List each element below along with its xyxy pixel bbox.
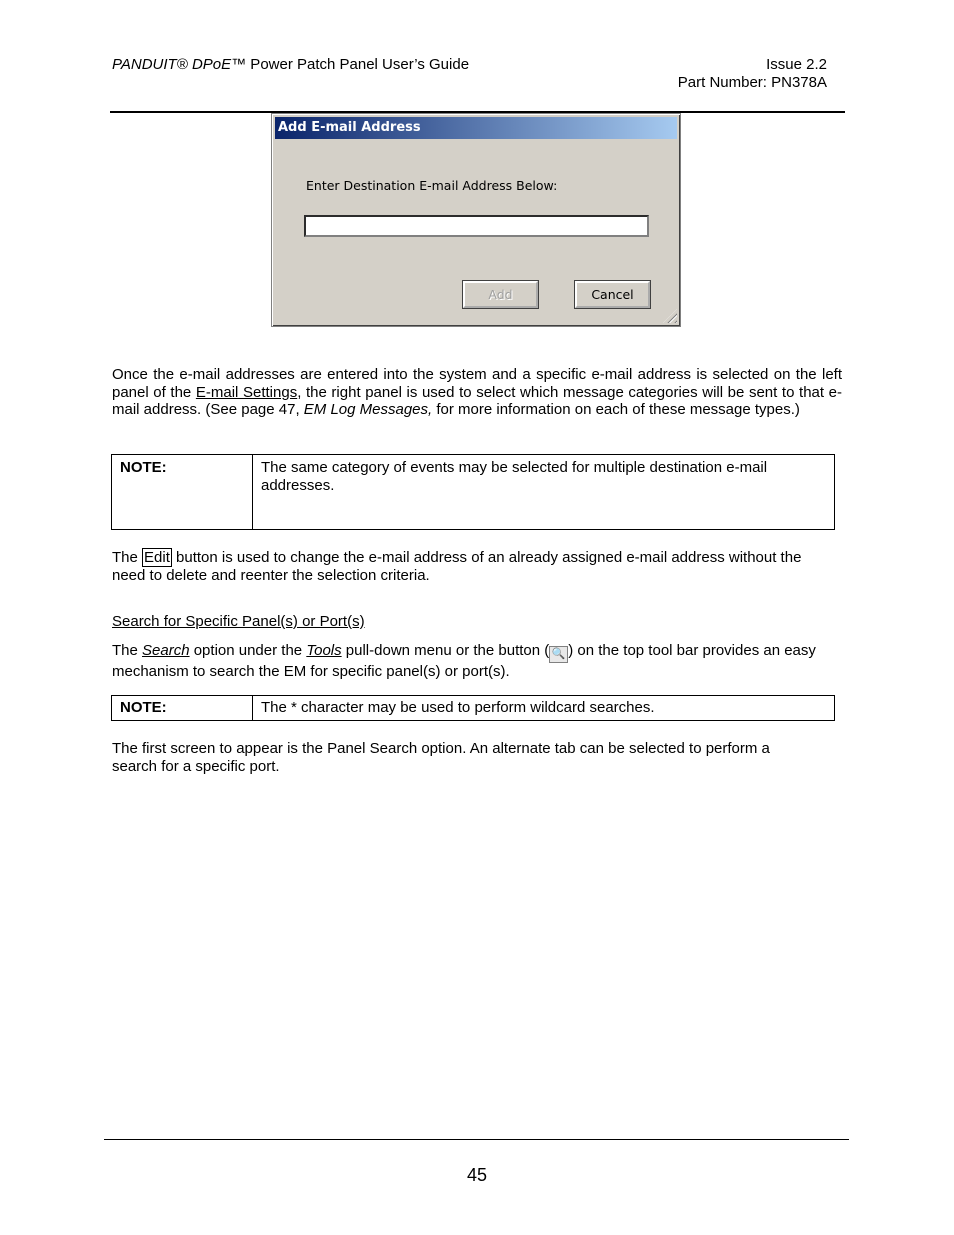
email-settings-link: E-mail Settings <box>195 383 298 401</box>
para1-text-1: Once the e-mail addresses are entered into the system and a specific e-mail address is selected on the left panel of the <box>112 366 842 401</box>
header-meta <box>678 56 827 92</box>
tools-menu-ref: Tools <box>306 642 342 659</box>
resize-grip-icon[interactable] <box>663 309 677 323</box>
dialog-prompt-label: Enter Destination E-mail Address Below: <box>306 178 558 193</box>
note-label: NOTE: <box>112 696 253 721</box>
note-table-2 <box>111 695 835 721</box>
header-part-number: Part Number: PN378A <box>677 74 827 91</box>
cancel-button[interactable]: Cancel <box>575 281 650 308</box>
para3-text-2: option under the <box>189 642 307 659</box>
paragraph-search <box>112 642 822 681</box>
para3-text-1: The <box>112 642 143 659</box>
para2-text-1: The <box>112 549 143 566</box>
header-title-rest: Power Patch Panel User’s Guide <box>246 56 470 73</box>
dialog-titlebar: Add E-mail Address <box>275 117 677 139</box>
search-menu-ref: Search <box>142 642 190 659</box>
header-brand: PANDUIT® DPoE™ <box>112 56 247 73</box>
note-table-1 <box>111 454 835 530</box>
para3-text-4: ) on the top tool bar provides an easy mechanism to search the EM for specific panel(s) or port(s). <box>112 642 816 680</box>
footer-rule <box>104 1139 849 1140</box>
binoculars-icon: 🔍 <box>549 646 568 663</box>
note-text: The same category of events may be selected for multiple destination e-mail addresses. <box>253 455 835 530</box>
add-button[interactable]: Add <box>463 281 538 308</box>
para3-text-3: pull-down menu or the button ( <box>341 642 550 659</box>
paragraph-edit-button <box>112 549 837 584</box>
section-heading: Search for Specific Panel(s) or Port(s) <box>112 613 365 630</box>
paragraph-panel-search: The first screen to appear is the Panel Search option. An alternate tab can be selected to perform a search for a specific port. <box>112 740 770 775</box>
em-log-messages-ref: EM Log Messages, <box>303 401 433 418</box>
paragraph-email-settings <box>112 366 842 419</box>
header-issue: Issue 2.2 <box>766 56 827 73</box>
note-text: The * character may be used to perform wildcard searches. <box>253 696 835 721</box>
add-email-dialog <box>271 113 681 327</box>
para1-text-2: , the right panel is used to select which message categories will be sent to that e-mail address. (See page 47, <box>112 383 842 418</box>
email-address-input[interactable] <box>304 215 649 237</box>
edit-button-ref: Edit <box>144 549 170 566</box>
page-number: 45 <box>466 1165 488 1185</box>
para1-text-3: for more information on each of these message types.) <box>432 401 800 418</box>
para2-text-2: button is used to change the e-mail address of an already assigned e-mail address without the need to delete and reenter the selection criteria. <box>112 549 802 584</box>
header-title <box>112 56 469 73</box>
note-label: NOTE: <box>112 455 253 530</box>
